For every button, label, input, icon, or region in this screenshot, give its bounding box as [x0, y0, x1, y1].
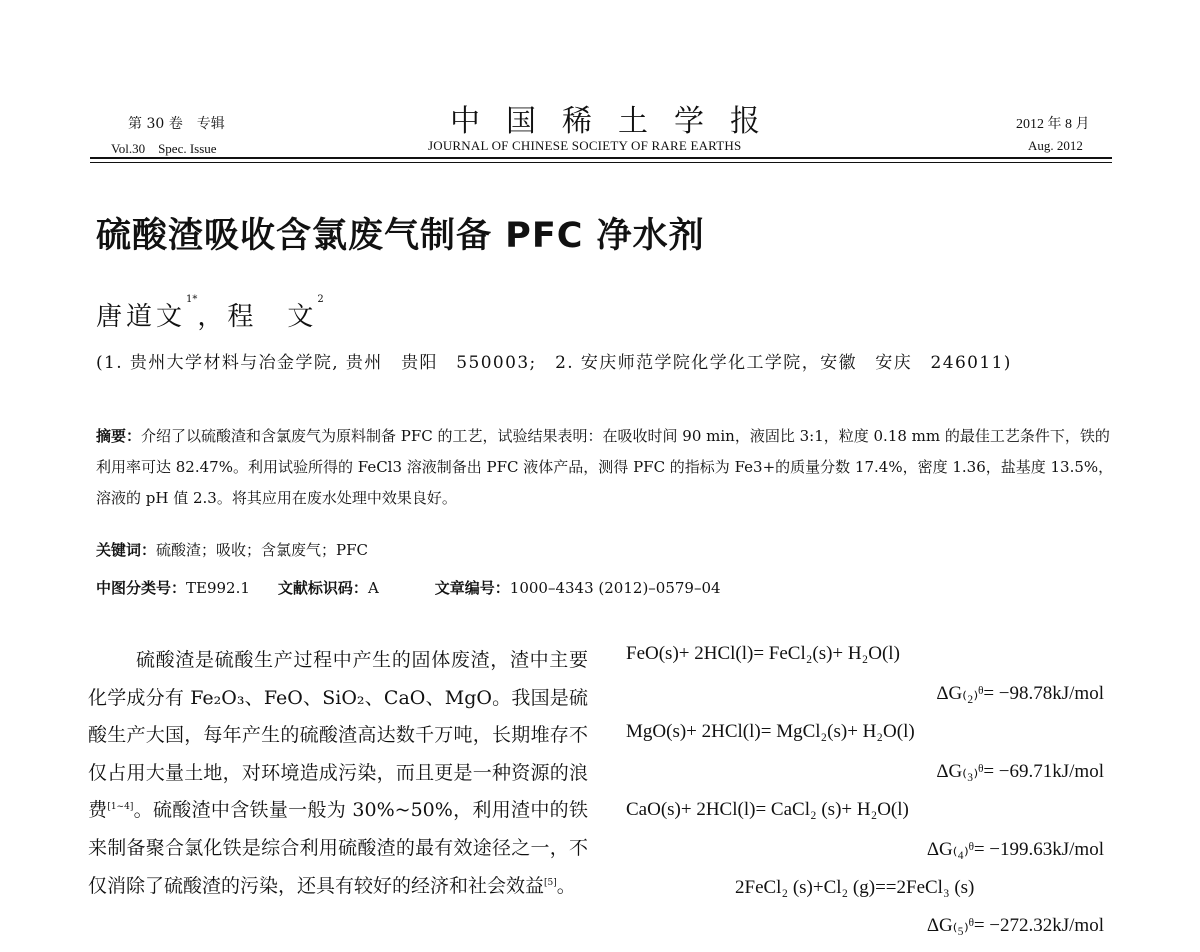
keywords-text: 硫酸渣；吸收；含氯废气；PFC: [156, 541, 368, 559]
paper-title: 硫酸渣吸收含氯废气制备 PFC 净水剂: [96, 216, 705, 256]
equation-4: CaO(s)+ 2HCl(l)= CaCl₂ (s)+ H₂O(l): [626, 799, 909, 820]
author-2-mark: 2: [317, 294, 324, 305]
authors: [96, 296, 324, 333]
citation-ref: [1~4]: [107, 802, 134, 813]
doc-code-value: A: [367, 579, 379, 597]
classification-line: [96, 577, 721, 598]
affiliation: (1. 贵州大学材料与冶金学院, 贵州 贵阳 550003; 2. 安庆师范学院化学化工学院，安徽 安庆 246011): [96, 353, 1012, 373]
article-number-value: 1000–4343 (2012)–0579–04: [509, 579, 721, 597]
abstract-label: 摘要：: [96, 427, 142, 445]
keywords-label: 关键词：: [96, 541, 157, 559]
equation-5: 2FeCl₂ (s)+Cl₂ (g)==2FeCl₃ (s): [735, 877, 975, 898]
clc-value: TE992.1: [186, 579, 250, 597]
equation-3: MgO(s)+ 2HCl(l)= MgCl₂(s)+ H₂O(l): [626, 721, 915, 742]
header-rule-thick: [90, 157, 1112, 159]
date-cn: 2012 年 8 月: [1016, 117, 1090, 132]
volume-cn: 第 30 卷 专辑: [128, 116, 225, 132]
author-1-mark: 1*: [186, 294, 198, 305]
date-en: Aug. 2012: [1028, 138, 1083, 153]
author-1: 唐道文: [96, 302, 187, 332]
clc-label: 中图分类号：: [96, 579, 187, 597]
header-rule-thin: [90, 162, 1112, 163]
equation-3-energy: ΔG₍₃₎ᶿ= −69.71kJ/mol: [936, 761, 1104, 782]
equation-2-energy: ΔG₍₂₎ᶿ= −98.78kJ/mol: [936, 683, 1104, 704]
citation-ref: [5]: [544, 877, 557, 888]
equation-2: FeO(s)+ 2HCl(l)= FeCl₂(s)+ H₂O(l): [626, 643, 900, 664]
doc-code-label: 文献标识码：: [277, 579, 368, 597]
journal-title-en: JOURNAL OF CHINESE SOCIETY OF RARE EARTHS: [428, 138, 742, 153]
keywords: [96, 539, 368, 560]
abstract-text: 介绍了以硫酸渣和含氯废气为原料制备 PFC 的工艺，试验结果表明：在吸收时间 90 min，液固比 3:1，粒度 0.18 mm 的最佳工艺条件下，铁的利用率可达 82.47%。利用试验所得的 FeCl3 溶液制备出 PFC 液体产品，测得 PFC 的指标为 Fe3+的质量分数 17.4%，密度 1.36，盐基度 13.5%，溶液的 pH 值 2.3。将其应用在废水处理中效果良好。: [96, 427, 1114, 507]
equation-4-energy: ΔG₍₄₎ᶿ= −199.63kJ/mol: [926, 839, 1104, 860]
body-paragraph: 硫酸渣是硫酸生产过程中产生的固体废渣，渣中主要化学成分有 Fe₂O₃、FeO、SiO₂、CaO、MgO。我国是硫酸生产大国，每年产生的硫酸渣高达数千万吨，长期堆存不仅占用大量土地，对环境造成污染，而且更是一种资源的浪费[1~4]。硫酸渣中含铁量一般为 30%~50%，利用渣中的铁来制备聚合氯化铁是综合利用硫酸渣的最有效途径之一，不仅消除了硫酸渣的污染，还具有较好的经济和社会效益[5]。: [88, 649, 588, 897]
article-number-label: 文章编号：: [434, 579, 510, 597]
equation-5-energy: ΔG₍₅₎ᶿ= −272.32kJ/mol: [926, 915, 1104, 936]
body-left-column: [88, 642, 588, 905]
volume-en: Vol.30 Spec. Issue: [111, 141, 217, 156]
abstract: [96, 421, 1116, 514]
journal-title-cn: 中国稀土学报: [450, 104, 786, 139]
author-2: 程 文: [227, 302, 318, 332]
author-separator: ，: [197, 302, 228, 332]
